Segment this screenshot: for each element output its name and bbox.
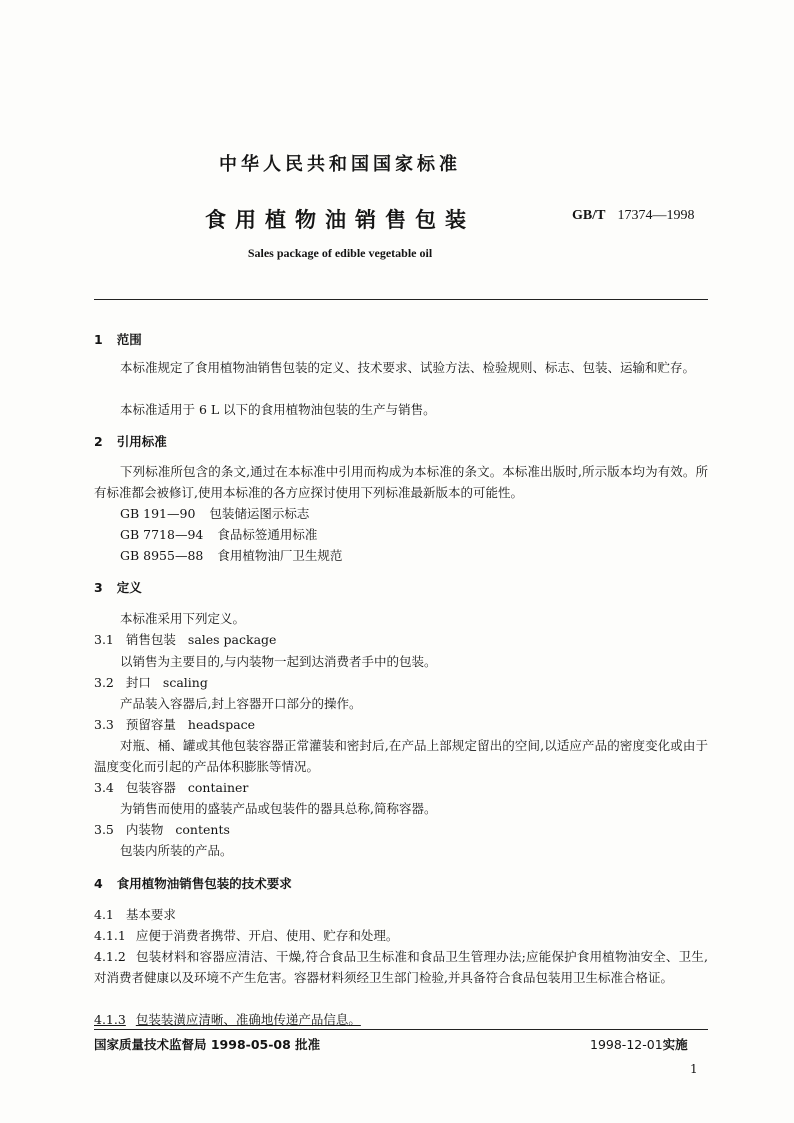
definition-number: 3.3 [94, 717, 114, 732]
definition-text: 对瓶、桶、罐或其他包装容器正常灌装和密封后,在产品上部规定留出的空间,以适应产品的密度变化或由于温度变化而引起的产品体积膨胀等情况。 [94, 738, 708, 774]
implementation-line [590, 1035, 688, 1053]
clause-number: 4.1.1 [94, 928, 126, 943]
approval-line: 国家质量技术监督局 1998-05-08 批准 [94, 1037, 321, 1052]
section-2-paragraph: 下列标准所包含的条文,通过在本标准中引用而构成为本标准的条文。本标准出版时,所示版本均为有效。所有标准都会被修订,使用本标准的各方应探讨使用下列标准最新版本的可能性。 [94, 464, 708, 500]
clause-4-1-2 [94, 946, 708, 988]
section-number: 3 [94, 580, 103, 595]
definition-term [94, 777, 248, 798]
section-number: 4 [94, 876, 103, 891]
section-number: 2 [94, 434, 103, 449]
standard-prefix: GB/T [572, 208, 606, 223]
definition-cn: 预留容量 [125, 717, 176, 732]
definition-number: 3.2 [94, 675, 114, 690]
implementation-date: 1998-12-01 [590, 1037, 663, 1052]
subsection-4-1-heading [94, 904, 176, 925]
footer-divider [94, 1029, 708, 1030]
reference-code: GB 191—90 [120, 506, 196, 521]
section-1-heading [94, 330, 142, 348]
definition-en: headspace [187, 717, 256, 732]
definition-term [94, 819, 230, 840]
clause-number: 4.1.2 [94, 949, 126, 964]
definition-term [94, 629, 276, 650]
clause-text: 包装材料和容器应清洁、干燥,符合食品卫生标准和食品卫生管理办法;应能保护食用植物油安全、卫生,对消费者健康以及环境不产生危害。容器材料须经卫生部门检验,并具备符合食品包装用卫生标准合格证。 [94, 949, 708, 985]
section-3-heading [94, 578, 142, 596]
section-title: 定义 [116, 580, 142, 595]
section-3-intro: 本标准采用下列定义。 [120, 611, 246, 626]
subsection-number: 4.1 [94, 907, 114, 922]
page-number: 1 [690, 1062, 698, 1076]
definition-en: sales package [187, 632, 277, 647]
reference-code: GB 8955—88 [120, 548, 204, 563]
definition-term [94, 672, 208, 693]
definition-text: 产品装入容器后,封上容器开口部分的操作。 [120, 696, 362, 711]
definition-cn: 封口 [125, 675, 151, 690]
section-title: 引用标准 [116, 434, 167, 449]
clause-number: 4.1.3 [94, 1012, 126, 1027]
reference-name: 食用植物油厂卫生规范 [217, 548, 343, 563]
definition-cn: 销售包装 [125, 632, 176, 647]
implementation-label: 实施 [662, 1037, 688, 1052]
reference-item [120, 524, 317, 545]
definition-en: contents [175, 822, 230, 837]
reference-item [120, 545, 342, 566]
definition-number: 3.4 [94, 780, 114, 795]
section-title: 范围 [116, 332, 142, 347]
section-2-heading [94, 432, 167, 450]
reference-name: 食品标签通用标准 [217, 527, 318, 542]
definition-en: container [187, 780, 249, 795]
definition-cn: 包装容器 [125, 780, 176, 795]
section-4-heading [94, 874, 292, 892]
definition-en: scaling [162, 675, 208, 690]
section-1-paragraph-1: 本标准规定了食用植物油销售包装的定义、技术要求、试验方法、检验规则、标志、包装、运输和贮存。 [120, 360, 696, 375]
standard-number [572, 208, 694, 224]
reference-item [120, 503, 309, 524]
definition-text: 包装内所装的产品。 [120, 843, 233, 858]
reference-name: 包装储运图示标志 [209, 506, 310, 521]
document-title: 食用植物油销售包装 [205, 208, 475, 232]
reference-code: GB 7718—94 [120, 527, 204, 542]
standard-code: 17374—1998 [617, 208, 695, 223]
section-title: 食用植物油销售包装的技术要求 [116, 876, 292, 891]
clause-4-1-1 [94, 925, 398, 946]
clause-text: 应便于消费者携带、开启、使用、贮存和处理。 [135, 928, 399, 943]
definition-term [94, 714, 255, 735]
header-divider [94, 299, 708, 300]
definition-number: 3.1 [94, 632, 114, 647]
section-number: 1 [94, 332, 103, 347]
definition-text: 为销售而使用的盛装产品或包装件的器具总称,简称容器。 [120, 801, 437, 816]
clause-text: 包装装潢应清晰、准确地传递产品信息。 [135, 1012, 361, 1027]
definition-number: 3.5 [94, 822, 114, 837]
subsection-title: 基本要求 [125, 907, 176, 922]
national-standard-heading: 中华人民共和国国家标准 [219, 154, 461, 175]
section-1-paragraph-2: 本标准适用于 6 L 以下的食用植物油包装的生产与销售。 [120, 402, 436, 417]
definition-cn: 内装物 [125, 822, 164, 837]
english-title: Sales package of edible vegetable oil [247, 246, 433, 260]
definition-text: 以销售为主要目的,与内装物一起到达消费者手中的包装。 [120, 654, 437, 669]
clause-4-1-3 [94, 1009, 361, 1030]
